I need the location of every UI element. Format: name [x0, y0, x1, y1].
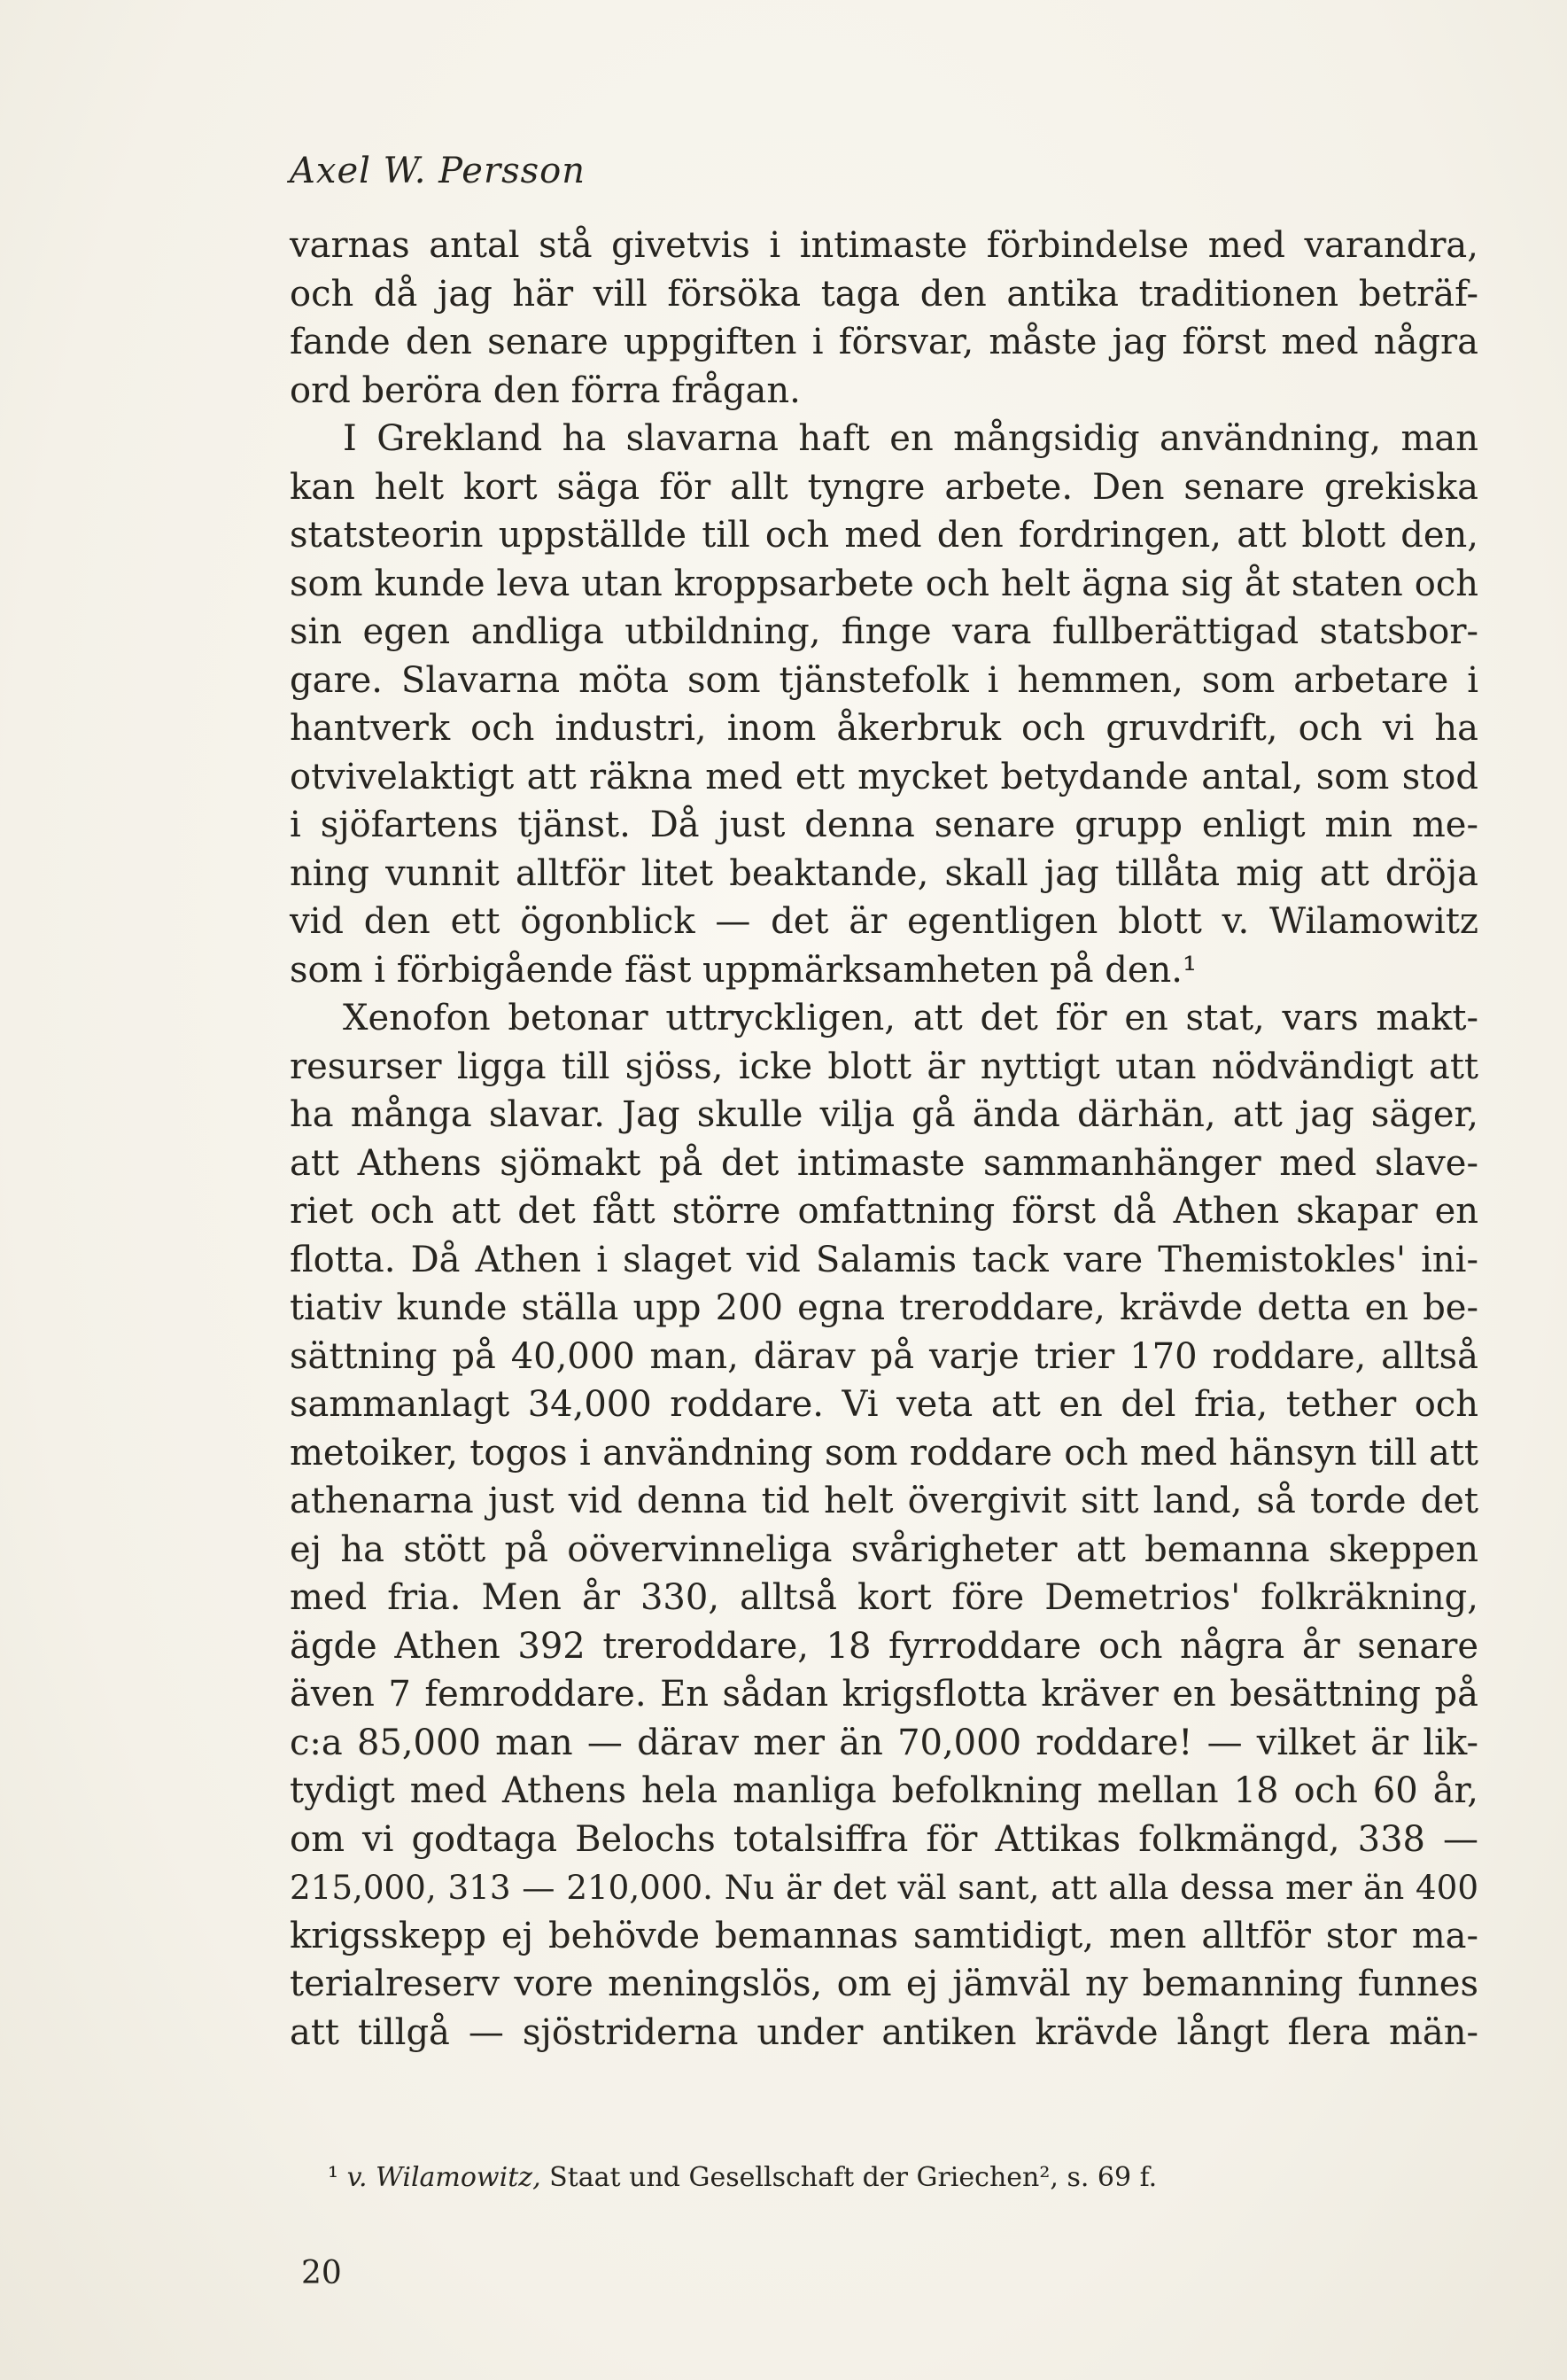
- text-line: athenarna just vid denna tid helt övergivit sitt land, så torde det: [290, 1481, 1478, 1521]
- footnote: [328, 2162, 1157, 2193]
- text-line: sammanlagt 34,000 roddare. Vi veta att en del fria, tether och: [290, 1384, 1478, 1425]
- text-line: tydigt med Athens hela manliga befolkning mellan 18 och 60 år,: [290, 1770, 1478, 1811]
- text-line: gare. Slavarna möta som tjänstefolk i hemmen, som arbetare i: [290, 659, 1478, 701]
- text-line: c:a 85,000 man — därav mer än 70,000 roddare! — vilket är lik-: [290, 1722, 1478, 1763]
- text-line: Xenofon betonar uttryckligen, att det för en stat, vars makt-: [343, 998, 1478, 1038]
- text-line: statsteorin uppställde till och med den fordringen, att blott den,: [290, 515, 1478, 556]
- text-line: ha många slavar. Jag skulle vilja gå ända därhän, att jag säger,: [290, 1094, 1478, 1135]
- text-line: ägde Athen 392 treroddare, 18 fyrroddare och några år senare: [290, 1625, 1478, 1667]
- footnote-marker: ¹: [328, 2162, 339, 2193]
- text-line: riet och att det fått större omfattning först då Athen skapar en: [290, 1191, 1478, 1232]
- text-line: resurser ligga till sjöss, icke blott är nyttigt utan nödvändigt att: [290, 1046, 1478, 1087]
- text-line: sättning på 40,000 man, därav på varje trier 170 roddare, alltså: [290, 1335, 1478, 1377]
- text-line: och då jag här vill försöka taga den antika traditionen beträf-: [290, 273, 1478, 315]
- running-head: Axel W. Persson: [290, 151, 586, 191]
- text-line: krigsskepp ej behövde bemannas samtidigt, men alltför stor ma-: [290, 1915, 1478, 1956]
- text-line: fande den senare uppgiften i försvar, måste jag först med några: [290, 322, 1478, 362]
- text-line: hantverk och industri, inom åkerbruk och gruvdrift, och vi ha: [290, 708, 1478, 749]
- text-line: ej ha stött på oövervinneliga svårigheter att bemanna skeppen: [290, 1528, 1478, 1570]
- footnote-text: Staat und Gesellschaft der Griechen², s. 69 f.: [549, 2162, 1158, 2193]
- text-line: i sjöfartens tjänst. Då just denna senare grupp enligt min me-: [290, 805, 1478, 845]
- text-line: 215,000, 313 — 210,000. Nu är det väl sant, att alla dessa mer än 400: [290, 1868, 1478, 1907]
- page-number: 20: [301, 2255, 342, 2291]
- text-line: även 7 femroddare. En sådan krigsflotta kräver en besättning på: [290, 1674, 1478, 1715]
- text-line: som kunde leva utan kroppsarbete och helt ägna sig åt staten och: [290, 563, 1478, 604]
- text-line: ning vunnit alltför litet beaktande, skall jag tillåta mig att dröja: [290, 852, 1478, 894]
- text-line: sin egen andliga utbildning, finge vara fullberättigad statsbor-: [290, 611, 1478, 652]
- footnote-author: v. Wilamowitz,: [346, 2162, 541, 2193]
- text-line: varnas antal stå givetvis i intimaste förbindelse med varandra,: [290, 225, 1478, 266]
- text-line: med fria. Men år 330, alltså kort före Demetrios' folkräkning,: [290, 1577, 1478, 1618]
- text-line: att Athens sjömakt på det intimaste sammanhänger med slave-: [290, 1142, 1478, 1184]
- text-line: att tillgå — sjöstriderna under antiken krävde långt flera män-: [290, 2011, 1478, 2053]
- text-line: om vi godtaga Belochs totalsiffra för Attikas folkmängd, 338 —: [290, 1818, 1478, 1860]
- text-line: ord beröra den förra frågan.: [290, 369, 801, 411]
- text-line: terialreserv vore meningslös, om ej jämväl ny bemanning funnes: [290, 1964, 1478, 2004]
- text-line: tiativ kunde ställa upp 200 egna treroddare, krävde detta en be-: [290, 1287, 1478, 1328]
- text-line: otvivelaktigt att räkna med ett mycket betydande antal, som stod: [290, 756, 1478, 797]
- text-line: vid den ett ögonblick — det är egentligen blott v. Wilamowitz: [290, 901, 1478, 942]
- body-text: [290, 222, 1478, 2057]
- text-line: flotta. Då Athen i slaget vid Salamis tack vare Themistokles' ini-: [290, 1239, 1478, 1280]
- text-line: som i förbigående fäst uppmärksamheten på den.¹: [290, 949, 1198, 991]
- text-line: I Grekland ha slavarna haft en mångsidig användning, man: [343, 418, 1478, 459]
- text-line: metoiker, togos i användning som roddare och med hänsyn till att: [290, 1432, 1478, 1474]
- text-line: kan helt kort säga för allt tyngre arbete. Den senare grekiska: [290, 466, 1478, 508]
